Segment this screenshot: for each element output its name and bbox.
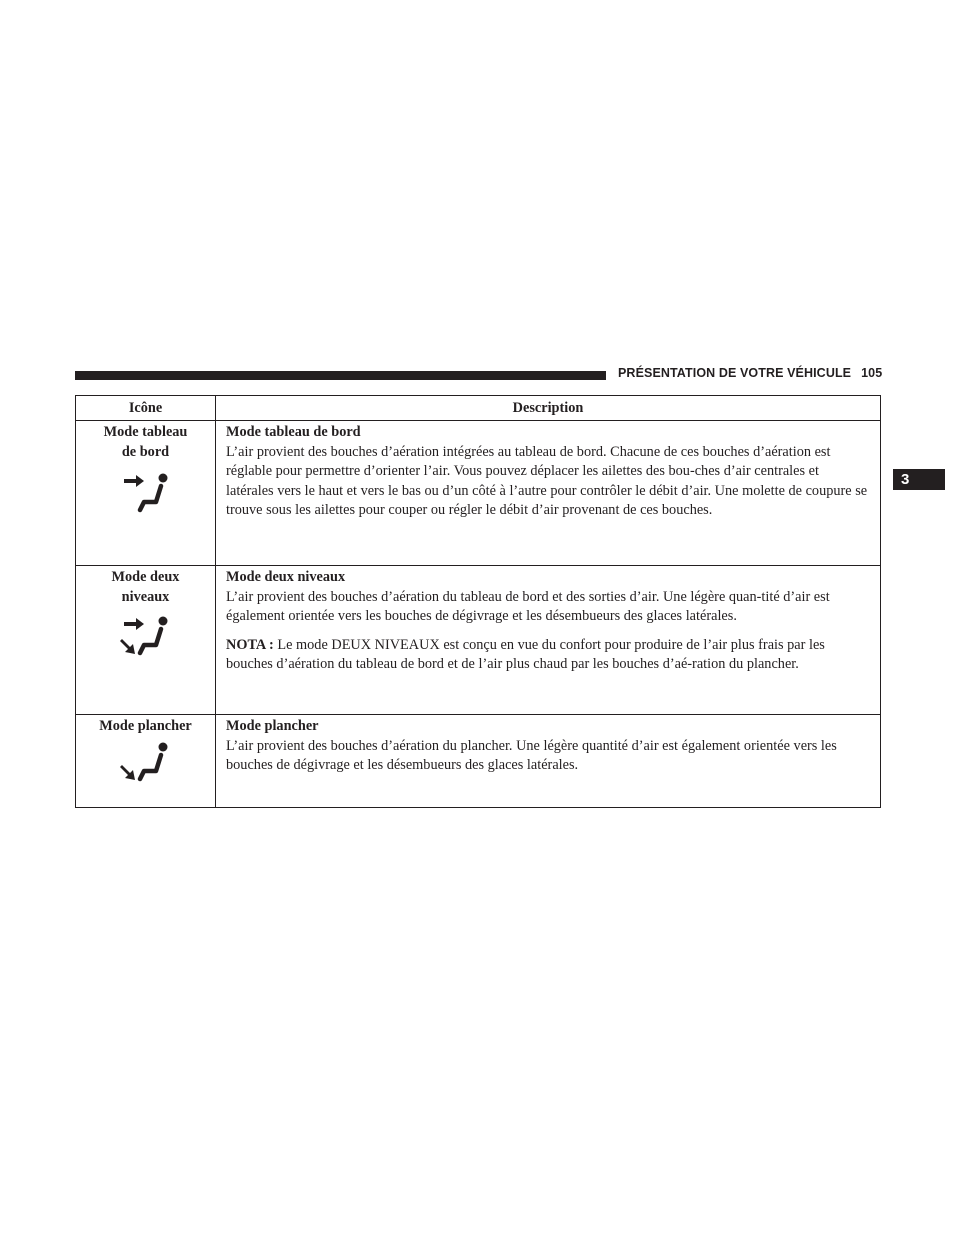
header-rule <box>75 371 606 380</box>
chapter-tab: 3 <box>893 469 945 490</box>
page-number: 105 <box>861 366 883 380</box>
mode-title: Mode tableau de bord <box>226 424 361 440</box>
table-row <box>76 715 881 808</box>
mode-label: Mode tableau <box>103 424 188 440</box>
mode-description: L’air provient des bouches d’aération du tableau de bord et des sorties d’air. Une légère quan-tité d’air est également orientée vers les bouches de dégivrage et les désembueurs des glaces latérales. <box>226 588 830 624</box>
table-row <box>76 421 881 566</box>
panel-mode-icon <box>116 470 176 514</box>
floor-mode-icon <box>116 741 176 785</box>
column-header-icon: Icône <box>76 396 216 421</box>
description-cell <box>216 421 881 566</box>
mode-description: L’air provient des bouches d’aération du plancher. Une légère quantité d’air est également orientée vers les bouches de dégivrage et les désembueurs des glaces latérales. <box>226 737 837 773</box>
mode-title: Mode deux niveaux <box>226 569 346 585</box>
column-header-description: Description <box>216 396 881 421</box>
table-row <box>76 566 881 715</box>
table-header-row <box>76 396 881 421</box>
note <box>226 636 870 675</box>
mode-description: L’air provient des bouches d’aération intégrées au tableau de bord. Chacune de ces bouches d’aération est réglable pour permettre d’orienter l’air. Vous pouvez déplacer les ailettes des bou-ches d’air centrales et latérales vers le haut et vers le bas ou d’un côté à l’autre pour contrôler le débit d’air. Une molette de coupure se trouve sous les ailettes pour couper ou régler le débit d’air provenant de ces bouches. <box>226 443 868 518</box>
icon-cell <box>76 715 216 808</box>
mode-label: Mode deux <box>111 569 180 585</box>
description-cell <box>216 566 881 715</box>
section-title: PRÉSENTATION DE VOTRE VÉHICULE <box>618 366 852 380</box>
icon-cell <box>76 421 216 566</box>
running-header <box>618 366 882 380</box>
mode-label: Mode plancher <box>99 718 192 734</box>
mode-label: niveaux <box>121 588 170 605</box>
note-label: NOTA : <box>226 636 274 653</box>
icon-cell <box>76 566 216 715</box>
description-cell <box>216 715 881 808</box>
mode-label: de bord <box>121 443 170 460</box>
mode-title: Mode plancher <box>226 718 319 734</box>
note-text: Le mode DEUX NIVEAUX est conçu en vue du confort pour produire de l’air plus frais par les bouches d’aération du tableau de bord et de l’air plus chaud par les bouches d’aé-ration du plancher. <box>226 636 825 672</box>
ventilation-modes-table <box>75 395 881 808</box>
bi-level-mode-icon <box>116 615 176 659</box>
